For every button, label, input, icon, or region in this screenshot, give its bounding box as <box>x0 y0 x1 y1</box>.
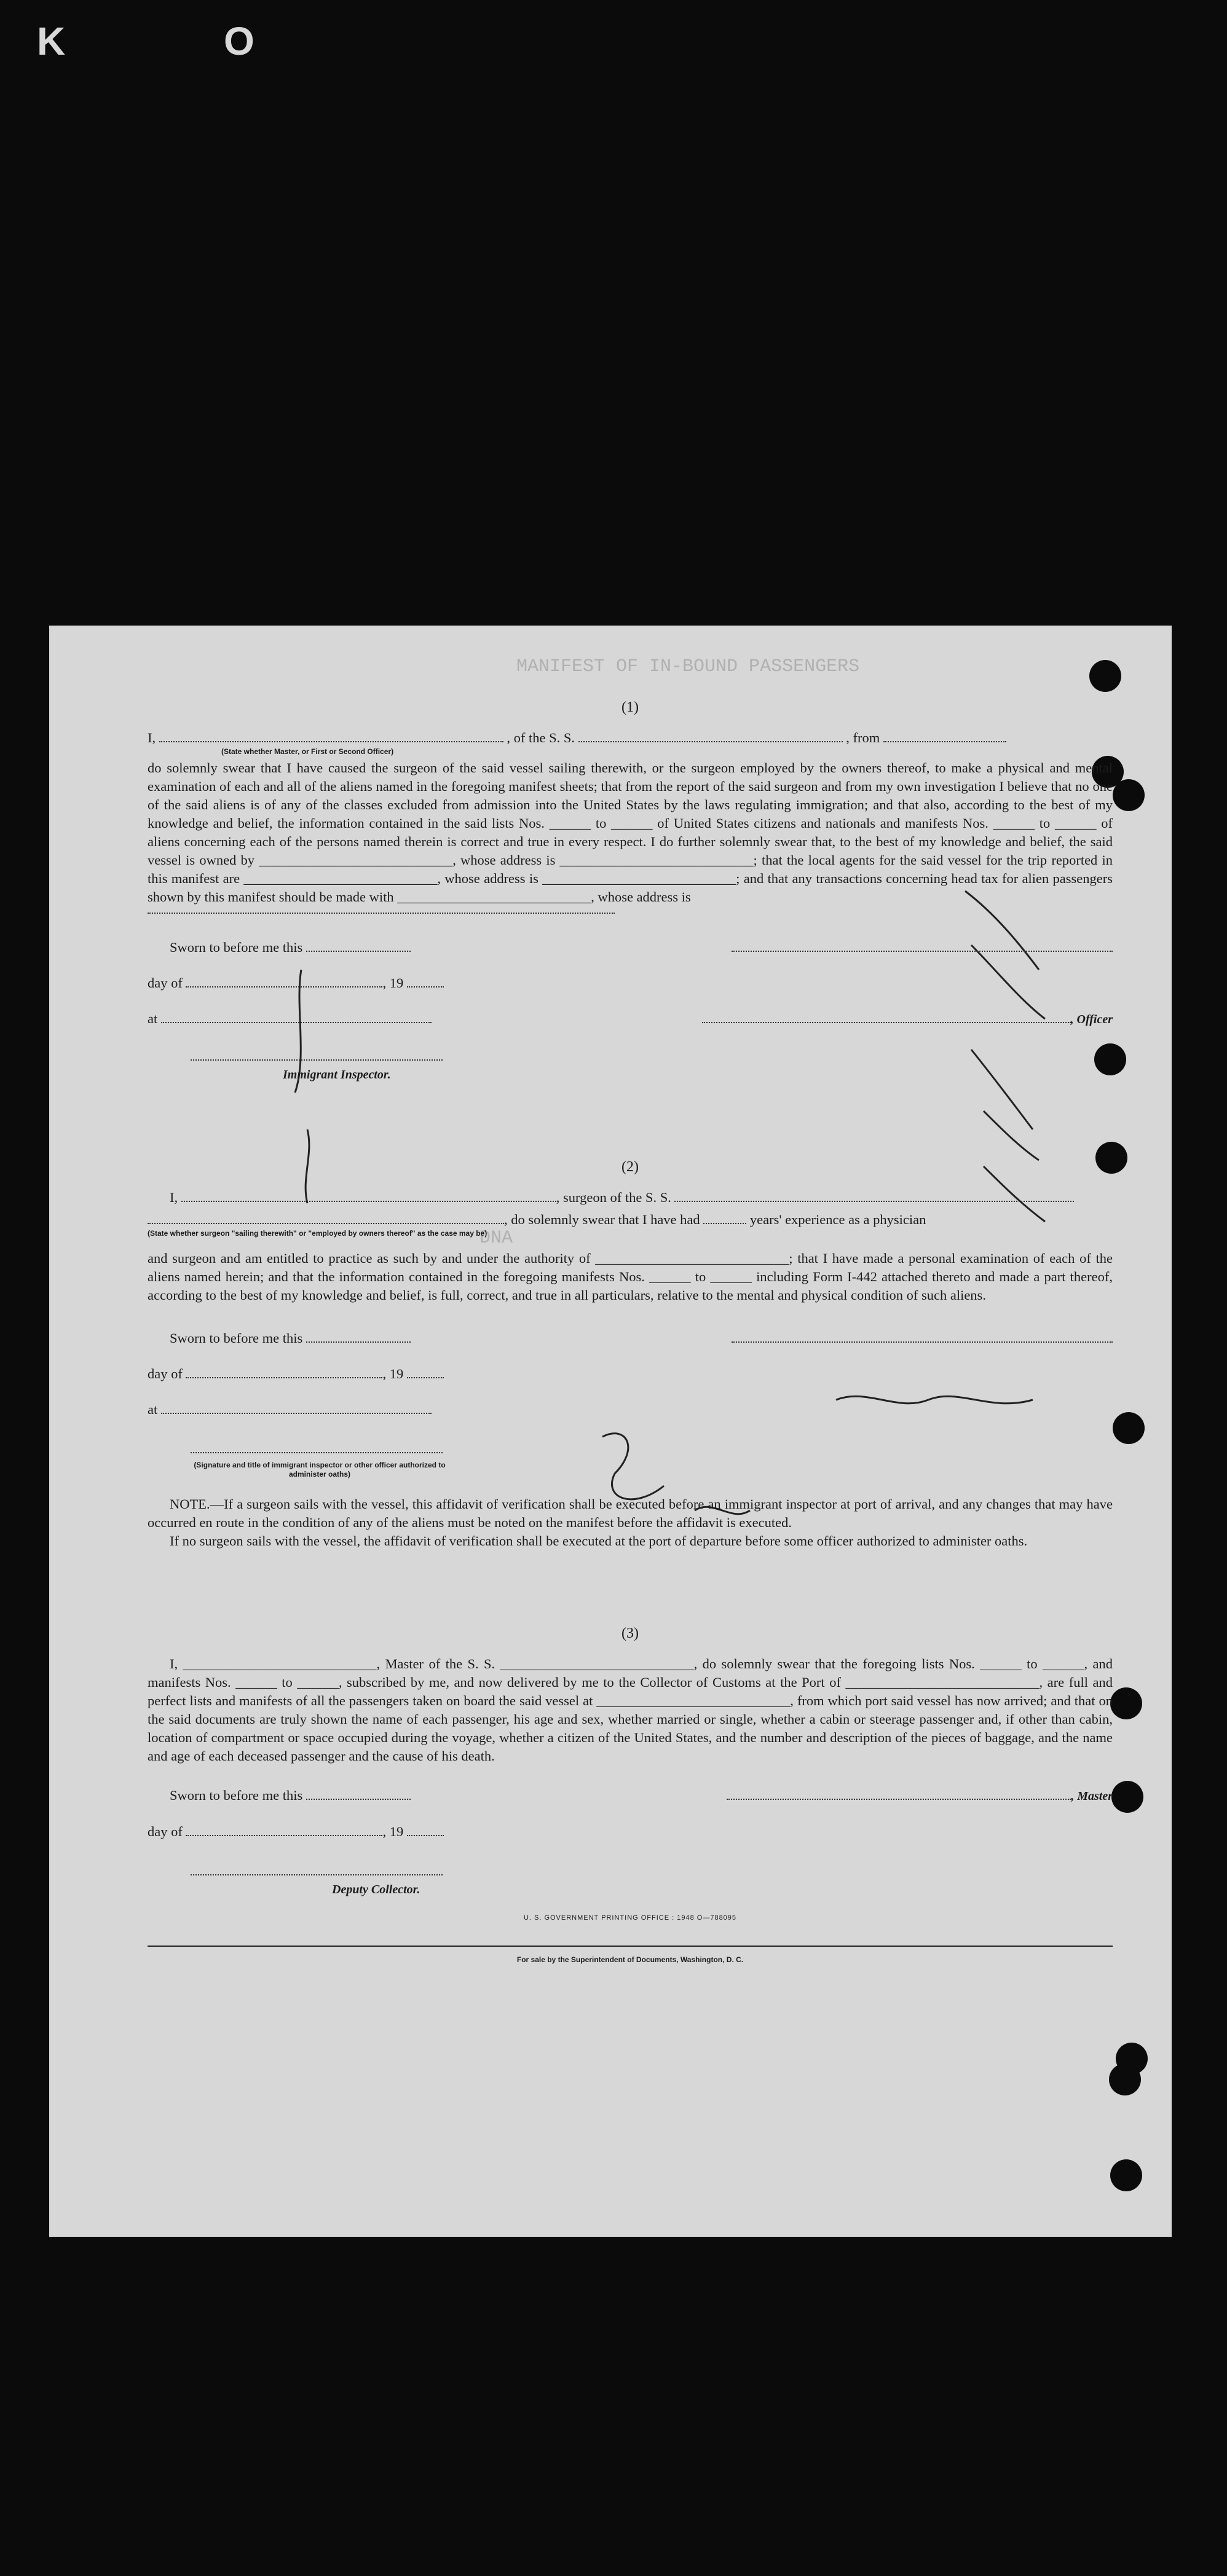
document-page <box>49 626 1172 2237</box>
section-2 <box>148 1158 1113 1550</box>
section-number: (3) <box>621 1625 639 1641</box>
blank-field <box>181 1190 556 1202</box>
blank-field <box>148 906 615 914</box>
section-1-body: do solemnly swear that I have caused the surgeon of the said vessel sailing therewith, or the surgeon employed by the owners thereof, to make a physical and mental examination of each and all of the aliens named in the foregoing manifest sheets; that from the report of the said surgeon and from my own investigation I believe that no one of the said aliens is of any of the classes excluded from admission into the United States by the laws regulating immigration; and that also, according to the best of my knowledge and belief, the information contained in the said lists Nos. ______ to ______ of United States citizens and nationals and manifests Nos. ______ to ______ of aliens concerning each of the persons named therein is correct and true in every respect. I do further solemnly swear that, to the best of my knowledge and belief, the said vessel is owned by ____________________________, whose address is ____________________________; that the local agents for the said vessel for the trip reported in this manifest are ____________________________, whose address is ____________________________; and that any transactions concerning head tax for alien passengers shown by this manifest should be made with ____________________________, whose address is <box>148 760 1113 905</box>
footer-divider <box>148 1946 1113 1947</box>
bleed-through-text: MANIFEST OF IN-BOUND PASSENGERS <box>516 656 860 677</box>
text-year: , 19 <box>382 975 404 991</box>
officer-caption: , Officer <box>1070 1013 1113 1026</box>
section-2-body: and surgeon and am entitled to practice as such by and under the authority of ____________________________; that I have made a personal examination of each of the aliens named herein; and that the information contained in the foregoing manifests Nos. ______ to ______ including Form I-442 attached thereto and made a part thereof, according to the best of my knowledge and belief, is full, correct, and true in all particulars, relative to the mental and physical condition of such aliens. <box>148 1251 1113 1303</box>
blank-field <box>727 1788 1071 1800</box>
surgeon-experience-line <box>148 1211 1113 1229</box>
text-year: , 19 <box>382 1366 404 1381</box>
section-1 <box>148 698 1113 1084</box>
text-day-of: day of <box>148 975 183 991</box>
text-sworn: Sworn to before me this <box>170 1788 303 1803</box>
text-sworn: Sworn to before me this <box>170 940 303 955</box>
text-of-ss: , of the S. S. <box>507 730 575 745</box>
inspector-caption: Immigrant Inspector. <box>283 1068 391 1082</box>
blank-field <box>186 975 382 988</box>
master-caption: , Master <box>1071 1789 1113 1803</box>
signature-line <box>191 1047 443 1061</box>
sworn-row <box>148 938 1113 957</box>
blank-field <box>161 1011 432 1023</box>
signature-line <box>191 1440 443 1453</box>
text-surgeon: , surgeon of the S. S. <box>556 1190 671 1205</box>
text-swear: , do solemnly swear that I have had <box>504 1212 700 1227</box>
film-frame-marks: K O <box>37 19 328 63</box>
blank-field <box>148 1212 504 1224</box>
day-row <box>148 1823 1113 1841</box>
blank-field <box>702 1011 1071 1023</box>
blank-field <box>186 1824 382 1836</box>
blank-field <box>306 940 411 952</box>
deputy-caption: Deputy Collector. <box>332 1883 420 1896</box>
text-day-of: day of <box>148 1366 183 1381</box>
sworn-row <box>148 1786 1113 1805</box>
blank-field <box>578 730 843 742</box>
affidavit-content <box>148 698 1113 1969</box>
signature-caption: (Signature and title of immigrant inspector or other officer authorized to administer oaths) <box>194 1461 446 1478</box>
section-3 <box>148 1624 1113 1969</box>
text-years: years' experience as a physician <box>749 1212 926 1227</box>
sworn-row <box>148 1329 1113 1348</box>
blank-field <box>159 730 503 742</box>
section-3-body: I, ____________________________, Master of the S. S. ____________________________, do solemnly swear that the foregoing lists Nos. ______ to ______, and manifests Nos. ______ to ______, subscribed by me, and now delivered by me to the Collector of Customs at the Port of ____________________________, are full and perfect lists and manifests of all the passengers taken on board the said vessel at ____________________________, from which port said vessel has now arrived; and that on the said documents are truly shown the name of each passenger, his age and sex, whether married or single, whether a cabin or steerage passenger and, if other than cabin, location of compartment or space occupied during the voyage, whether a citizen of the United States, and the number and description of the pieces of baggage, and the name and age of each deceased passenger and the cause of his death. <box>148 1656 1113 1764</box>
text-year: , 19 <box>382 1824 404 1839</box>
blank-field <box>883 730 1006 742</box>
blank-field <box>407 975 444 988</box>
blank-field <box>306 1788 411 1800</box>
note-paragraph: NOTE.—If a surgeon sails with the vessel, this affidavit of verification shall be executed before an immigrant inspector at port of arrival, and any changes that may have occurred en route in the condition of any of the aliens must be noted on the manifest before the affidavit is executed. <box>148 1496 1113 1530</box>
blank-field <box>161 1402 432 1414</box>
blank-field <box>306 1330 411 1343</box>
surgeon-declaration-line <box>148 1188 1113 1207</box>
text-from: , from <box>846 730 880 745</box>
day-row <box>148 1365 1113 1383</box>
blank-field <box>703 1212 746 1224</box>
text-i: I, <box>170 1190 178 1205</box>
text-i: I, <box>148 730 156 745</box>
blank-field <box>186 1366 382 1378</box>
caption-surgeon: (State whether surgeon "sailing therewith" or "employed by owners thereof" as the case may be) <box>148 1229 487 1238</box>
caption-master-officer: (State whether Master, or First or Second Officer) <box>221 747 394 756</box>
blank-field <box>732 1330 1113 1343</box>
note-paragraph: If no surgeon sails with the vessel, the affidavit of verification shall be executed at the port of departure before some officer authorized to administer oaths. <box>170 1533 1028 1549</box>
section-number: (1) <box>621 699 639 715</box>
sales-notice: For sale by the Superintendent of Documents, Washington, D. C. <box>516 1955 744 1964</box>
officer-signature <box>191 1440 1113 1479</box>
master-declaration-line <box>148 729 1113 747</box>
gpo-imprint: U. S. GOVERNMENT PRINTING OFFICE : 1948 O—788095 <box>523 1914 737 1922</box>
deputy-signature <box>191 1862 1113 1899</box>
signature-line <box>191 1862 443 1875</box>
day-row <box>148 974 1113 992</box>
text-at: at <box>148 1011 158 1026</box>
blank-field <box>732 940 1113 952</box>
text-sworn: Sworn to before me this <box>170 1330 303 1346</box>
text-day-of: day of <box>148 1824 183 1839</box>
section-number: (2) <box>621 1159 639 1175</box>
inspector-signature <box>191 1047 1113 1084</box>
text-at: at <box>148 1402 158 1417</box>
blank-field <box>407 1824 444 1836</box>
at-row <box>148 1400 1113 1419</box>
blank-field <box>674 1190 1074 1202</box>
bleed-through-text: DNA <box>479 1228 513 1249</box>
at-row <box>148 1010 1113 1029</box>
blank-field <box>407 1366 444 1378</box>
